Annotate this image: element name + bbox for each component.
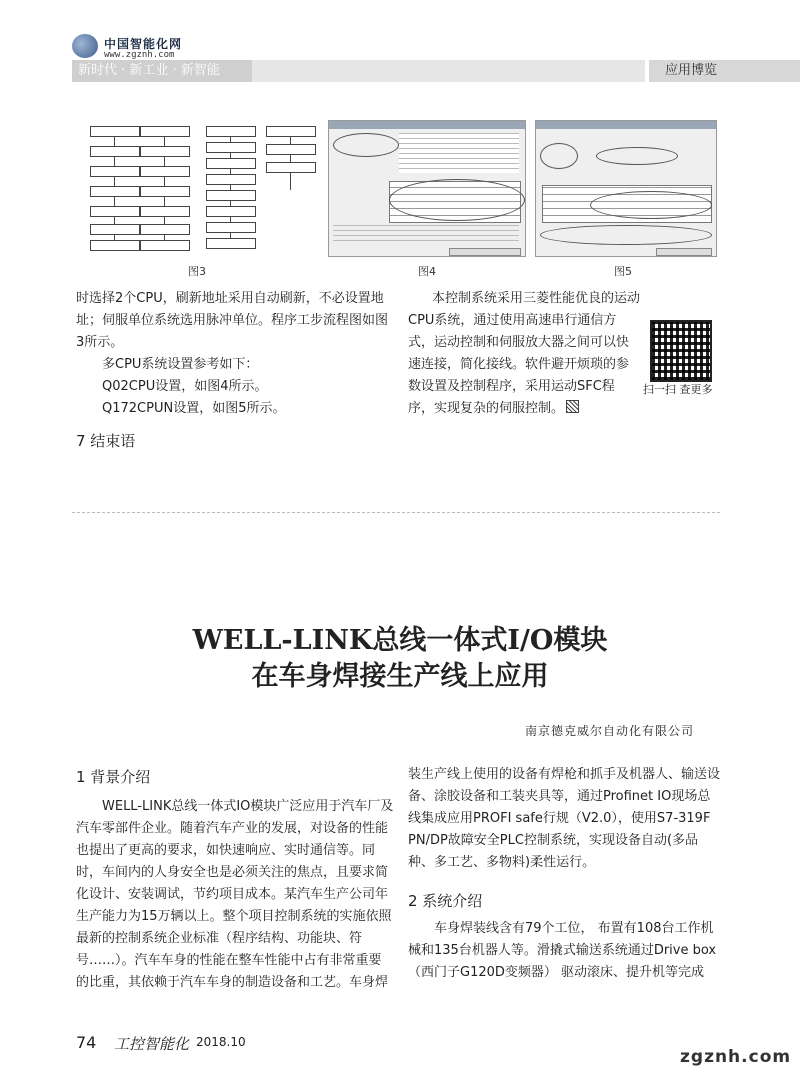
flow-box xyxy=(140,186,190,197)
issue-date: 2018.10 xyxy=(196,1035,246,1049)
flow-box xyxy=(206,142,256,153)
section-heading-system: 2 系统介绍 xyxy=(408,892,483,910)
flow-box xyxy=(206,190,256,201)
flow-box xyxy=(90,186,140,197)
dialog-titlebar xyxy=(329,121,525,129)
flow-box xyxy=(140,166,190,177)
flow-box xyxy=(140,224,190,235)
body-paragraph-2: 装生产线上使用的设备有焊枪和抓手及机器人、输送设备、涂胶设备和工装夹具等，通过Profinet IO现场总线集成应用PROFI safe行规（V2.0），使用S7-319F PN/DP故障安全PLC控制系统，实现设备自动(多品种、多工艺、多物料)柔性运行。 xyxy=(408,767,721,870)
prev-paragraph-3: Q02CPU设置，如图4所示。 xyxy=(102,379,268,394)
figure-4-cpu-settings-dialog xyxy=(328,120,526,257)
flow-box xyxy=(206,126,256,137)
figure-5-caption: 图5 xyxy=(614,265,632,278)
figure-5-cpu-settings-dialog xyxy=(535,120,717,257)
article-author-org: 南京德克威尔自动化有限公司 xyxy=(525,724,695,738)
header-slogan: 新时代 · 新工业 · 新智能 xyxy=(72,60,252,82)
body-paragraph-1: WELL-LINK总线一体式IO模块广泛应用于汽车厂及汽车零部件企业。随着汽车产业的发展，对设备的性能也提出了更高的要求，如快速响应、实时通信等。同时，车间内的人身安全也是必须关注的焦点，且要求简化设计、安装调试，节约项目成本。某汽车生产公司年生产能力为15万辆以上。整个项目控制系统的实施依照最新的控制系统企业标准（程序结构、功能块、符号……）。汽车车身的性能在整车性能中占有非常重要的比重，其依赖于汽车车身的制造设备和工艺。车身焊 xyxy=(76,799,394,990)
article-title-line1: WELL-LINK总线一体式I/O模块 xyxy=(192,625,608,656)
footer-site-url[interactable]: zgznh.com xyxy=(680,1047,792,1067)
logo-url: www.zgznh.com xyxy=(104,50,175,60)
flow-box xyxy=(140,146,190,157)
prev-right-paragraph xyxy=(408,288,640,420)
figure-3-flowchart xyxy=(80,120,310,255)
flow-box xyxy=(206,158,256,169)
site-logo-icon xyxy=(72,34,98,58)
prev-paragraph-2: 多CPU系统设置参考如下： xyxy=(102,357,259,372)
flow-box xyxy=(266,126,316,137)
magazine-name: 工控智能化 xyxy=(114,1035,190,1053)
flow-box xyxy=(266,144,316,155)
section-heading-background: 1 背景介绍 xyxy=(76,768,151,786)
flow-box xyxy=(140,206,190,217)
section-label: 应用博览 xyxy=(645,60,800,82)
article-end-icon xyxy=(566,400,579,413)
article-title-line2: 在车身焊接生产线上应用 xyxy=(251,661,549,692)
flow-box xyxy=(206,238,256,249)
flow-box xyxy=(266,162,316,173)
prev-right-text: 本控制系统采用三菱性能优良的运动CPU系统，通过使用高速串行通信方式，运动控制和伺服放大器之间可以快速连接，简化接线。软件避开烦琐的参数设置及控制程序，采用运动SFC程序，实现复杂的伺服控制。 xyxy=(408,291,641,416)
page-number: 74 xyxy=(76,1033,97,1052)
section-heading-conclusion: 7 结束语 xyxy=(76,432,136,450)
flow-box xyxy=(90,146,140,157)
flow-box xyxy=(90,224,140,235)
flow-box xyxy=(140,240,190,251)
flow-box xyxy=(90,126,140,137)
qr-caption: 扫一扫 查更多 xyxy=(643,383,713,396)
flow-box xyxy=(90,166,140,177)
flow-box xyxy=(90,240,140,251)
flow-box xyxy=(140,126,190,137)
flow-box xyxy=(90,206,140,217)
qr-code-icon[interactable] xyxy=(650,320,712,382)
article-divider xyxy=(72,512,720,513)
logo-title: 中国智能化网 xyxy=(104,37,183,51)
figure-4-caption: 图4 xyxy=(418,265,436,278)
figure-3-caption: 图3 xyxy=(188,265,206,278)
dialog-titlebar xyxy=(536,121,716,129)
flow-box xyxy=(206,222,256,233)
flow-box xyxy=(206,174,256,185)
prev-paragraph-4: Q172CPUN设置，如图5所示。 xyxy=(102,401,286,416)
prev-paragraph-1: 时选择2个CPU，刷新地址采用自动刷新，不必设置地址；伺服单位系统选用脉冲单位。程序工步流程图如图3所示。 xyxy=(76,291,389,350)
body-paragraph-3: 车身焊装线含有79个工位， 布置有108台工作机械和135台机器人等。滑撬式输送系统通过Drive box（西门子G120D变频器） 驱动滚床、提升机等完成 xyxy=(408,921,717,980)
flow-box xyxy=(206,206,256,217)
